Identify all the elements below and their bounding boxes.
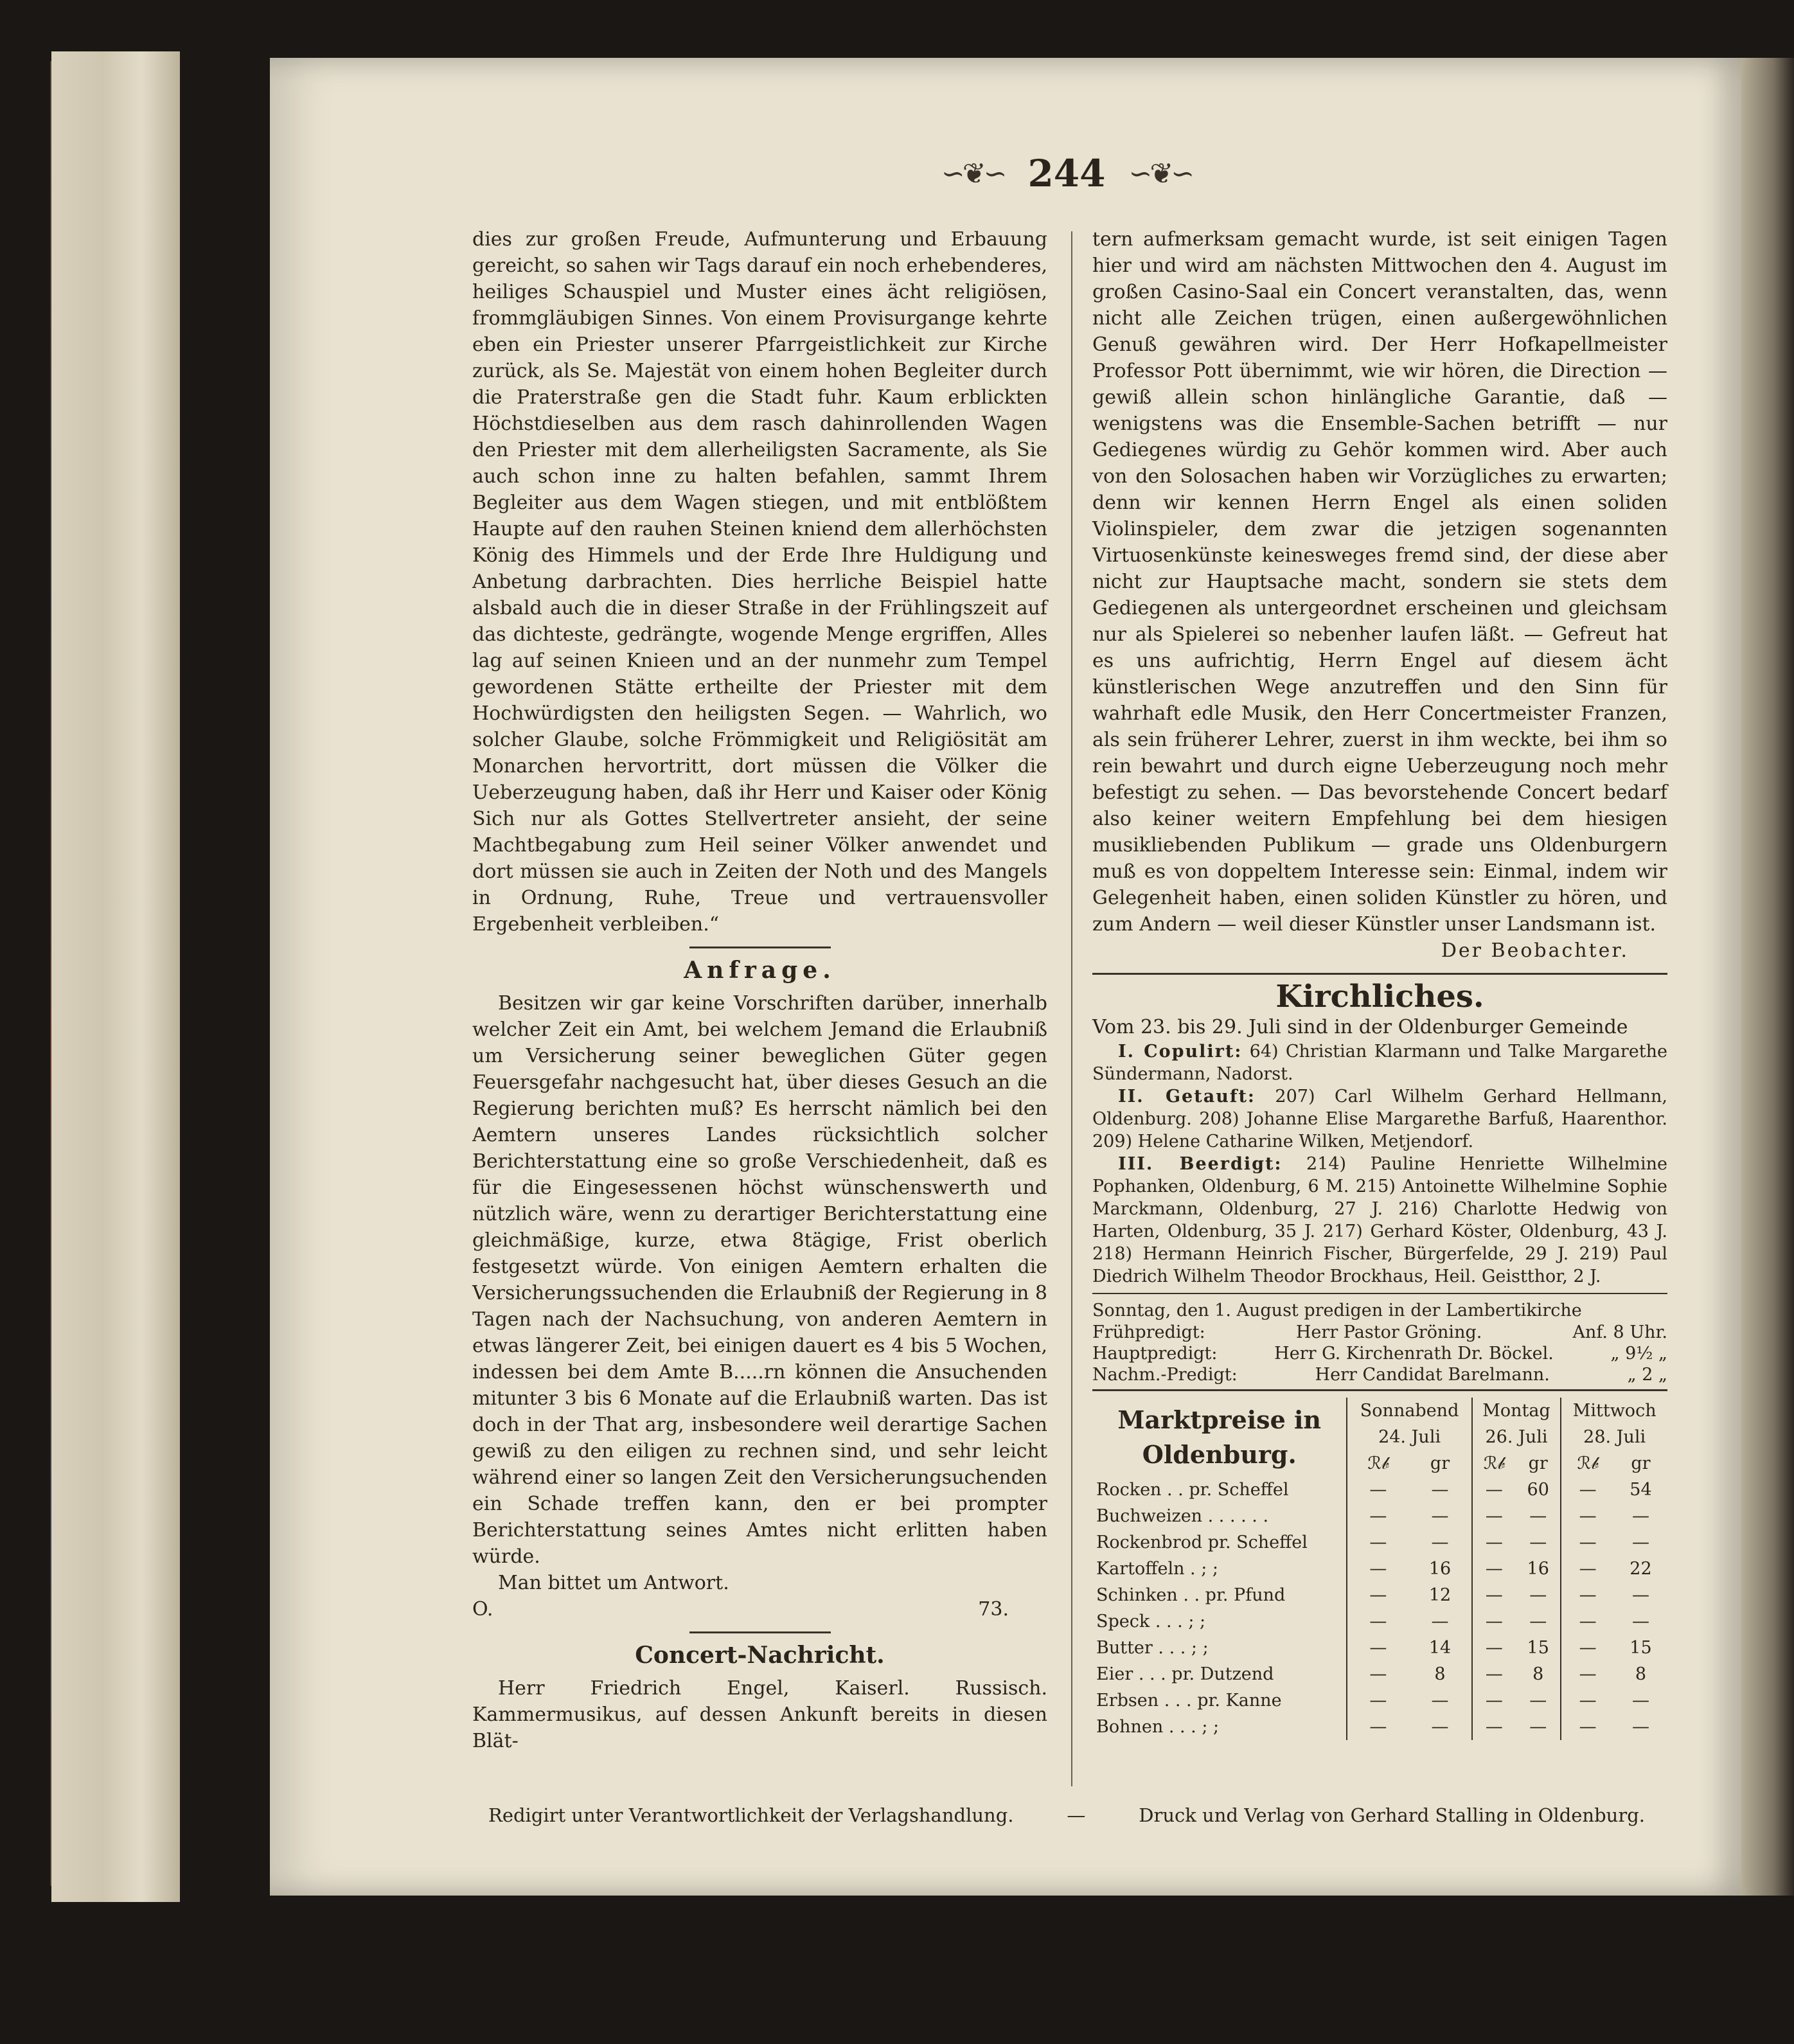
- market-value: 16: [1428, 1559, 1452, 1579]
- market-row: [1092, 1687, 1667, 1714]
- right-column: [1092, 226, 1667, 1740]
- market-value: 22: [1630, 1559, 1652, 1579]
- market-value: —: [1472, 1556, 1516, 1582]
- market-value: —: [1561, 1477, 1614, 1503]
- market-value: —: [1431, 1533, 1449, 1552]
- market-value: —: [1529, 1585, 1547, 1605]
- unit-a: ℛ𝒷: [1347, 1450, 1408, 1477]
- unit-a: ℛ𝒷: [1561, 1450, 1614, 1477]
- market-value: —: [1561, 1635, 1614, 1661]
- day-date: 28. Juli: [1561, 1424, 1667, 1450]
- left-column: [472, 226, 1047, 1754]
- market-item: Kartoffeln . ; ;: [1096, 1559, 1218, 1579]
- preach-time: „ 2 „: [1627, 1365, 1667, 1385]
- market-value: 12: [1428, 1585, 1452, 1605]
- anfrage-signature: [472, 1596, 1047, 1622]
- market-value: —: [1431, 1717, 1449, 1737]
- divider: [1092, 1389, 1667, 1391]
- market-value: —: [1529, 1612, 1547, 1631]
- market-value: —: [1561, 1503, 1614, 1529]
- preach-name: Herr Pastor Gröning.: [1295, 1322, 1482, 1342]
- preach-name: Herr G. Kirchenrath Dr. Böckel.: [1274, 1344, 1554, 1364]
- market-value: —: [1431, 1480, 1449, 1500]
- market-price-table: [1092, 1398, 1667, 1740]
- ornament-right-icon: ∽❦∽: [1128, 157, 1193, 190]
- market-value: —: [1347, 1687, 1408, 1714]
- signature-left: O.: [472, 1598, 493, 1621]
- market-value: —: [1472, 1477, 1516, 1503]
- market-value: —: [1347, 1503, 1408, 1529]
- footer-right: Druck und Verlag von Gerhard Stalling in Oldenburg.: [1139, 1804, 1645, 1826]
- market-value: —: [1529, 1533, 1547, 1552]
- market-row: [1092, 1503, 1667, 1529]
- unit-a: ℛ𝒷: [1472, 1450, 1516, 1477]
- market-row: [1092, 1714, 1667, 1740]
- anfrage-closing: Man bittet um Antwort.: [498, 1572, 729, 1594]
- market-value: —: [1561, 1529, 1614, 1556]
- copulirt-label: I. Copulirt:: [1118, 1042, 1243, 1062]
- market-value: —: [1631, 1585, 1649, 1605]
- day-date: 26. Juli: [1472, 1424, 1561, 1450]
- market-value: 54: [1630, 1480, 1652, 1500]
- market-value: —: [1561, 1687, 1614, 1714]
- concert-text: Herr Friedrich Engel, Kaiserl. Russisch. Kammermusikus, auf dessen Ankunft bereits in diesen Blät-: [472, 1677, 1047, 1752]
- unit-b: gr: [1631, 1453, 1651, 1473]
- concert-continuation: tern aufmerksam gemacht wurde, ist seit einigen Tagen hier und wird am nächsten Mittwochen den 4. August im großen Casino-Saal ein Concert veranstalten, das, wenn nicht alle Zeichen trügen, einen außergewöhnlichen Genuß gewähren wird. Der Herr Hofkapellmeister Professor Pott übernimmt, wie wir hören, die Direction — gewiß allein schon hinlängliche Garantie, daß — wenigstens was die Ensemble-Sachen betrifft — nur Gediegenes würdig zu Gehör kommen wird. Aber auch von den Solosachen haben wir Vorzügliches zu erwarten; denn wir kennen Herrn Engel als einen soliden Violinspieler, dem zwar die jetzigen sogenannten Virtuosenkünste keinesweges fremd sind, der diese aber nicht zur Hauptsache macht, sondern sie stets dem Gediegenen als untergeordnet erscheinen und gleichsam nur als Spielerei so nebenher laufen läßt. — Gefreut hat es uns aufrichtig, Herrn Engel auf diesem ächt künstlerischen Wege anzutreffen und den Sinn für wahrhaft edle Musik, den Herr Concertmeister Franzen, als sein früherer Lehrer, zuerst in ihm weckte, bei ihm so rein bewahrt und durch eigne Ueberzeugung noch mehr befestigt zu sehen. — Das bevorstehende Concert bedarf also keiner weitern Empfehlung bei dem hiesigen musikliebenden Publikum — grade uns Oldenburgern muß es von doppeltem Interesse sein: Einmal, indem wir Gelegenheit haben, einen soliden Künstler zu hören, und zum Andern — weil dieser Künstler unser Landsmann ist.: [1092, 228, 1667, 936]
- market-row: [1092, 1529, 1667, 1556]
- market-item: Eier . . . pr. Dutzend: [1096, 1664, 1274, 1684]
- market-value: —: [1561, 1661, 1614, 1687]
- preach-list: [1092, 1322, 1667, 1385]
- footer-dash: —: [1067, 1804, 1086, 1826]
- copulirt-entry: [1092, 1040, 1667, 1085]
- market-value: —: [1431, 1612, 1449, 1631]
- column-divider: [1071, 231, 1072, 1786]
- day-name: Mittwoch: [1561, 1398, 1667, 1424]
- market-header-row: [1092, 1398, 1667, 1424]
- market-item: Bohnen . . . ; ;: [1096, 1717, 1220, 1737]
- preach-name: Herr Candidat Barelmann.: [1315, 1365, 1550, 1385]
- preach-time: Anf. 8 Uhr.: [1572, 1322, 1667, 1342]
- getauft-entry: [1092, 1085, 1667, 1153]
- market-value: 8: [1635, 1664, 1647, 1684]
- market-value: —: [1347, 1556, 1408, 1582]
- market-title: [1092, 1398, 1347, 1477]
- copulirt-text: 64) Christian Klarmann und Talke Margarethe Sündermann, Nadorst.: [1092, 1042, 1667, 1084]
- market-row: [1092, 1608, 1667, 1635]
- market-value: —: [1472, 1635, 1516, 1661]
- market-item: Rockenbrod pr. Scheffel: [1096, 1533, 1308, 1552]
- market-value: 16: [1527, 1559, 1549, 1579]
- beerdigt-label: III. Beerdigt:: [1118, 1154, 1283, 1174]
- market-value: —: [1631, 1691, 1649, 1711]
- concert-signature: Der Beobachter.: [1441, 939, 1629, 962]
- market-value: —: [1347, 1714, 1408, 1740]
- market-value: —: [1347, 1582, 1408, 1608]
- day-date: 24. Juli: [1347, 1424, 1471, 1450]
- market-value: —: [1472, 1503, 1516, 1529]
- ornament-left-icon: ∽❦∽: [941, 157, 1005, 190]
- market-row: [1092, 1582, 1667, 1608]
- market-value: 15: [1527, 1638, 1549, 1658]
- concert-title: Concert-Nachricht.: [635, 1642, 885, 1669]
- market-value: —: [1347, 1635, 1408, 1661]
- market-row: [1092, 1477, 1667, 1503]
- market-value: —: [1561, 1556, 1614, 1582]
- article-paragraph: dies zur großen Freude, Aufmunterung und Erbauung gereicht, so sahen wir Tags darauf ein noch erhebenderes, heiliges Schauspiel und Muster eines ächt religiösen, frommgläubigen Sinnes. Von einem Provisurgange kehrte eben ein Priester unserer Pfarrgeistlichkeit zur Kirche zurück, als Se. Majestät von einem hohen Begleiter durch die Praterstraße gen die Stadt fuhr. Kaum erblickten Höchstdieselben aus dem rasch dahinrollenden Wagen den Priester mit dem allerheiligsten Sacramente, als Sie auch schon inne zu halten befahlen, sammt Ihrem Begleiter aus dem Wagen stiegen, und mit entblößtem Haupte auf den rauhen Steinen kniend dem allerhöchsten König des Himmels und der Erde Ihre Huldigung und Anbetung darbrachten. Dies herrliche Beispiel hatte alsbald auch die in dieser Straße in der Frühlingszeit auf das dichteste, gedrängte, wogende Menge ergriffen, Alles lag auf seinen Knieen und an der nunmehr zum Tempel gewordenen Stätte ertheilte der Priester mit dem Hochwürdigsten den heiligsten Segen. — Wahrlich, wo solcher Glaube, solche Frömmigkeit und Religiösität am Monarchen hervortritt, dort müssen die Völker die Ueberzeugung haben, daß ihr Herr und Kaiser oder König Sich nur als Gottes Stellvertreter ansieht, der seine Machtbegabung zum Heil seiner Völker anwendet und dort müssen sie auch in Zeiten der Noth und des Mangels in Ordnung, Ruhe, Treue und vertrauensvoller Ergebenheit verbleiben.“: [472, 228, 1047, 936]
- unit-b: gr: [1430, 1453, 1450, 1473]
- market-item: Buchweizen . . . . . .: [1096, 1506, 1269, 1526]
- preach-row: [1092, 1343, 1667, 1364]
- market-title-line2: Oldenburg.: [1142, 1439, 1297, 1469]
- getauft-text: 207) Carl Wilhelm Gerhard Hellmann, Oldenburg. 208) Johanne Elise Margarethe Barfuß, Haarenthor. 209) Helene Catharine Wilken, Metjendorf.: [1092, 1087, 1667, 1151]
- market-value: —: [1631, 1506, 1649, 1526]
- preach-time: „ 9½ „: [1610, 1344, 1667, 1364]
- preach-label: Hauptpredigt:: [1092, 1344, 1218, 1364]
- divider: [689, 1631, 831, 1633]
- market-row: [1092, 1635, 1667, 1661]
- market-item: Rocken . . pr. Scheffel: [1096, 1480, 1289, 1500]
- market-value: —: [1631, 1533, 1649, 1552]
- market-item: Erbsen . . . pr. Kanne: [1096, 1691, 1282, 1711]
- kirchliches-title: Kirchliches.: [1275, 979, 1484, 1015]
- market-value: —: [1431, 1506, 1449, 1526]
- market-value: —: [1529, 1691, 1547, 1711]
- market-value: —: [1472, 1582, 1516, 1608]
- market-value: 15: [1630, 1638, 1652, 1658]
- market-value: —: [1529, 1506, 1547, 1526]
- market-row: [1092, 1661, 1667, 1687]
- market-value: —: [1347, 1608, 1408, 1635]
- market-value: 60: [1527, 1480, 1549, 1500]
- market-item: Butter . . . ; ;: [1096, 1638, 1209, 1658]
- market-value: —: [1561, 1582, 1614, 1608]
- market-value: —: [1472, 1661, 1516, 1687]
- market-value: 14: [1428, 1638, 1452, 1658]
- market-value: —: [1631, 1612, 1649, 1631]
- market-value: 8: [1434, 1664, 1446, 1684]
- market-title-line1: Marktpreise in: [1117, 1405, 1322, 1434]
- preach-label: Nachm.-Predigt:: [1092, 1365, 1238, 1385]
- market-value: —: [1472, 1529, 1516, 1556]
- market-value: —: [1472, 1714, 1516, 1740]
- anfrage-title: Anfrage.: [684, 957, 836, 984]
- market-value: —: [1347, 1529, 1408, 1556]
- market-value: —: [1561, 1714, 1614, 1740]
- page-footer: [488, 1804, 1645, 1826]
- page-header: [912, 148, 1221, 199]
- sunday-line: Sonntag, den 1. August predigen in der Lambertikirche: [1092, 1301, 1582, 1320]
- anfrage-text: Besitzen wir gar keine Vorschriften darüber, innerhalb welcher Zeit ein Amt, bei welchem Jemand die Erlaubniß um Versicherung seiner beweglichen Güter gegen Feuersgefahr nachgesucht hat, über dieses Gesuch an die Regierung berichten muß? Es herrscht nämlich bei den Aemtern unseres Landes rücksichtlich solcher Berichterstattung eine so große Verschiedenheit, daß es für die Eingesessenen höchst wünschenswerth und nützlich wäre, wenn zu derartiger Berichterstattung eine gleichmäßige, kurze, etwa 8tägige, Frist oberlich festgesetzt würde. Von einigen Aemtern erhalten die Versicherungssuchenden die Erlaubniß der Regierung in 8 Tagen nach der Nachsuchung, von anderen Aemtern in etwas längerer Zeit, bei einigen dauert es 4 bis 5 Wochen, indessen bei dem Amte B.....rn können die Ansuchenden mitunter 3 bis 6 Monate auf die Erlaubniß warten. Das ist doch in der That arg, insbesondere weil derartige Sachen gewiß zu den eiligen zu rechnen sind, und sehr leicht während einer so langen Zeit den Versicherungsuchenden ein Schade treffen kann, den er bei prompter Berichterstattung seines Amtes nicht erlitten haben würde.: [472, 992, 1048, 1568]
- page-stack-edge: [51, 51, 180, 1902]
- preach-row: [1092, 1322, 1667, 1343]
- footer-left: Redigirt unter Verantwortlichkeit der Verlagshandlung.: [488, 1804, 1014, 1826]
- page-gutter: [1741, 58, 1794, 1896]
- divider: [1092, 1293, 1667, 1294]
- market-value: —: [1561, 1608, 1614, 1635]
- page-number: 244: [1027, 152, 1106, 195]
- market-value: —: [1472, 1608, 1516, 1635]
- divider: [1092, 973, 1667, 975]
- market-value: —: [1631, 1717, 1649, 1737]
- market-item: Schinken . . pr. Pfund: [1096, 1585, 1286, 1605]
- preach-label: Frühpredigt:: [1092, 1322, 1205, 1342]
- beerdigt-text: 214) Pauline Henriette Wilhelmine Pophanken, Oldenburg, 6 M. 215) Antoinette Wilhelmine Sophie Marckmann, Oldenburg, 27 J. 216) Charlotte Hedwig von Harten, Oldenburg, 35 J. 217) Gerhard Köster, Oldenburg, 43 J. 218) Hermann Heinrich Fischer, Bürgerfelde, 29 J. 219) Paul Diedrich Wilhelm Theodor Brockhaus, Heil. Geistthor, 2 J.: [1092, 1154, 1667, 1286]
- preach-row: [1092, 1364, 1667, 1385]
- market-row: [1092, 1556, 1667, 1582]
- market-value: 8: [1532, 1664, 1544, 1684]
- market-value: —: [1472, 1687, 1516, 1714]
- signature-right: 73.: [978, 1598, 1009, 1621]
- getauft-label: II. Getauft:: [1118, 1087, 1256, 1106]
- market-value: —: [1347, 1661, 1408, 1687]
- beerdigt-entry: [1092, 1153, 1667, 1288]
- kirchliches-intro: Vom 23. bis 29. Juli sind in der Oldenburger Gemeinde: [1092, 1016, 1628, 1038]
- day-name: Montag: [1472, 1398, 1561, 1424]
- divider: [689, 946, 831, 948]
- market-value: —: [1529, 1717, 1547, 1737]
- market-item: Speck . . . ; ;: [1096, 1612, 1206, 1631]
- market-value: —: [1347, 1477, 1408, 1503]
- unit-b: gr: [1528, 1453, 1548, 1473]
- market-value: —: [1431, 1691, 1449, 1711]
- day-name: Sonnabend: [1347, 1398, 1471, 1424]
